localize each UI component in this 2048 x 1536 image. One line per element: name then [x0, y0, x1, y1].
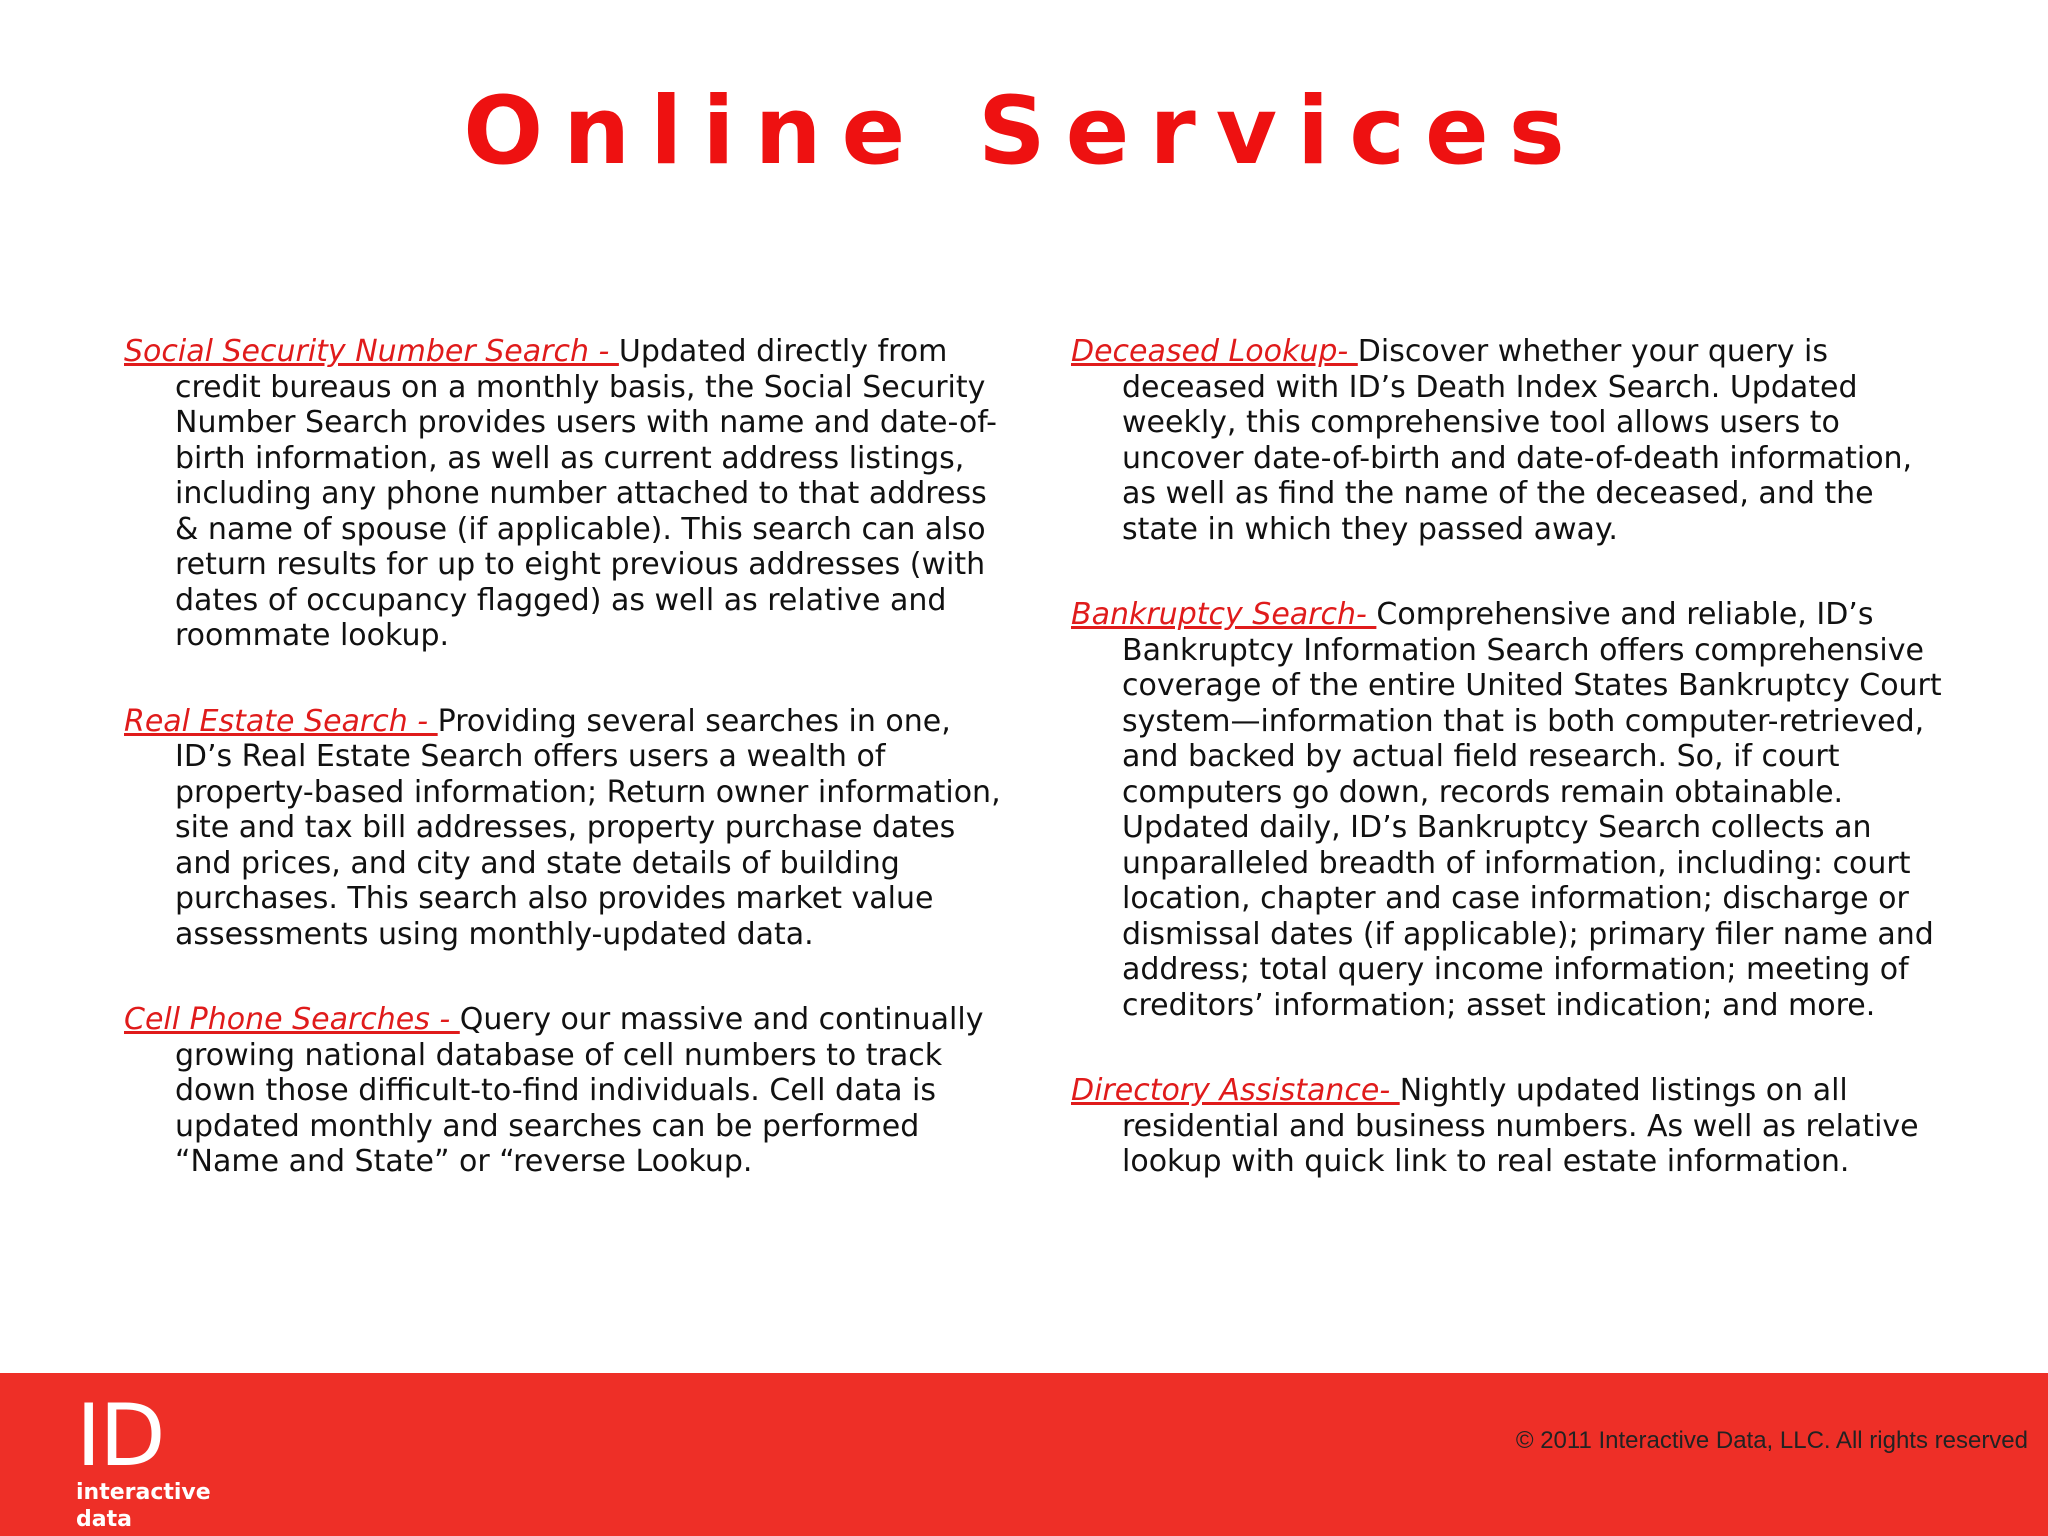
footer-bar — [0, 1373, 2048, 1536]
logo-wordmark-line2: data — [76, 1507, 132, 1532]
service-description: Query our massive and continually growing national database of cell numbers to track down those difficult-to-find individuals. Cell data is updated monthly and searches can be performed “Name and State” or “reverse Lookup. — [175, 1002, 984, 1179]
service-entry-cell-phone-searches — [124, 1002, 1004, 1180]
service-description: Discover whether your query is deceased with ID’s Death Index Search. Updated weekly, this comprehensive tool allows users to uncover date-of-birth and date-of-death information, as well as find the name of the deceased, and the state in which they passed away. — [1122, 334, 1913, 547]
service-title: Deceased Lookup- — [1071, 334, 1358, 369]
right-column — [1071, 334, 1951, 1180]
service-description: Providing several searches in one, ID’s Real Estate Search offers users a wealth of property-based information; Return owner information, site and tax bill addresses, property purchase dates and prices, and city and state details of building purchases. This search also provides market value assessments using monthly-updated data. — [175, 703, 1001, 952]
service-title: Social Security Number Search - — [124, 334, 619, 369]
service-entry-bankruptcy-search — [1071, 597, 1951, 1023]
service-entry-directory-assistance — [1071, 1073, 1951, 1180]
service-title: Cell Phone Searches - — [124, 1002, 460, 1037]
slide-title: Online Services — [463, 77, 1585, 186]
left-column — [124, 334, 1004, 1180]
service-description: Comprehensive and reliable, ID’s Bankruptcy Information Search offers comprehensive coverage of the entire United States Bankruptcy Court system—information that is both computer-retrieved, and backed by actual field research. So, if court computers go down, records remain obtainable. Updated daily, ID’s Bankruptcy Search collects an unparalleled breadth of information, including: court location, chapter and case information; discharge or dismissal dates (if applicable); primary filer name and address; total query income information; meeting of creditors’ information; asset indication; and more. — [1122, 597, 1942, 1023]
company-logo — [76, 1386, 226, 1533]
service-description: Nightly updated listings on all residential and business numbers. As well as relative lookup with quick link to real estate information. — [1122, 1073, 1919, 1179]
logo-mark: ID — [76, 1386, 164, 1486]
service-entry-ssn-search — [124, 334, 1004, 654]
service-title: Bankruptcy Search- — [1071, 597, 1377, 632]
copyright-notice: © 2011 Interactive Data, LLC. All rights reserved — [1515, 1427, 2028, 1454]
service-title: Real Estate Search - — [124, 703, 438, 739]
service-entry-real-estate-search — [124, 704, 1004, 953]
service-title: Directory Assistance- — [1071, 1073, 1400, 1108]
service-entry-deceased-lookup — [1071, 334, 1951, 547]
service-description: Updated directly from credit bureaus on a monthly basis, the Social Security Number Search provides users with name and date-of-birth information, as well as current address listings, including any phone number attached to that address & name of spouse (if applicable). This search can also return results for up to eight previous addresses (with dates of occupancy flagged) as well as relative and roommate lookup. — [175, 334, 997, 653]
logo-wordmark-line1: interactive — [76, 1480, 211, 1505]
